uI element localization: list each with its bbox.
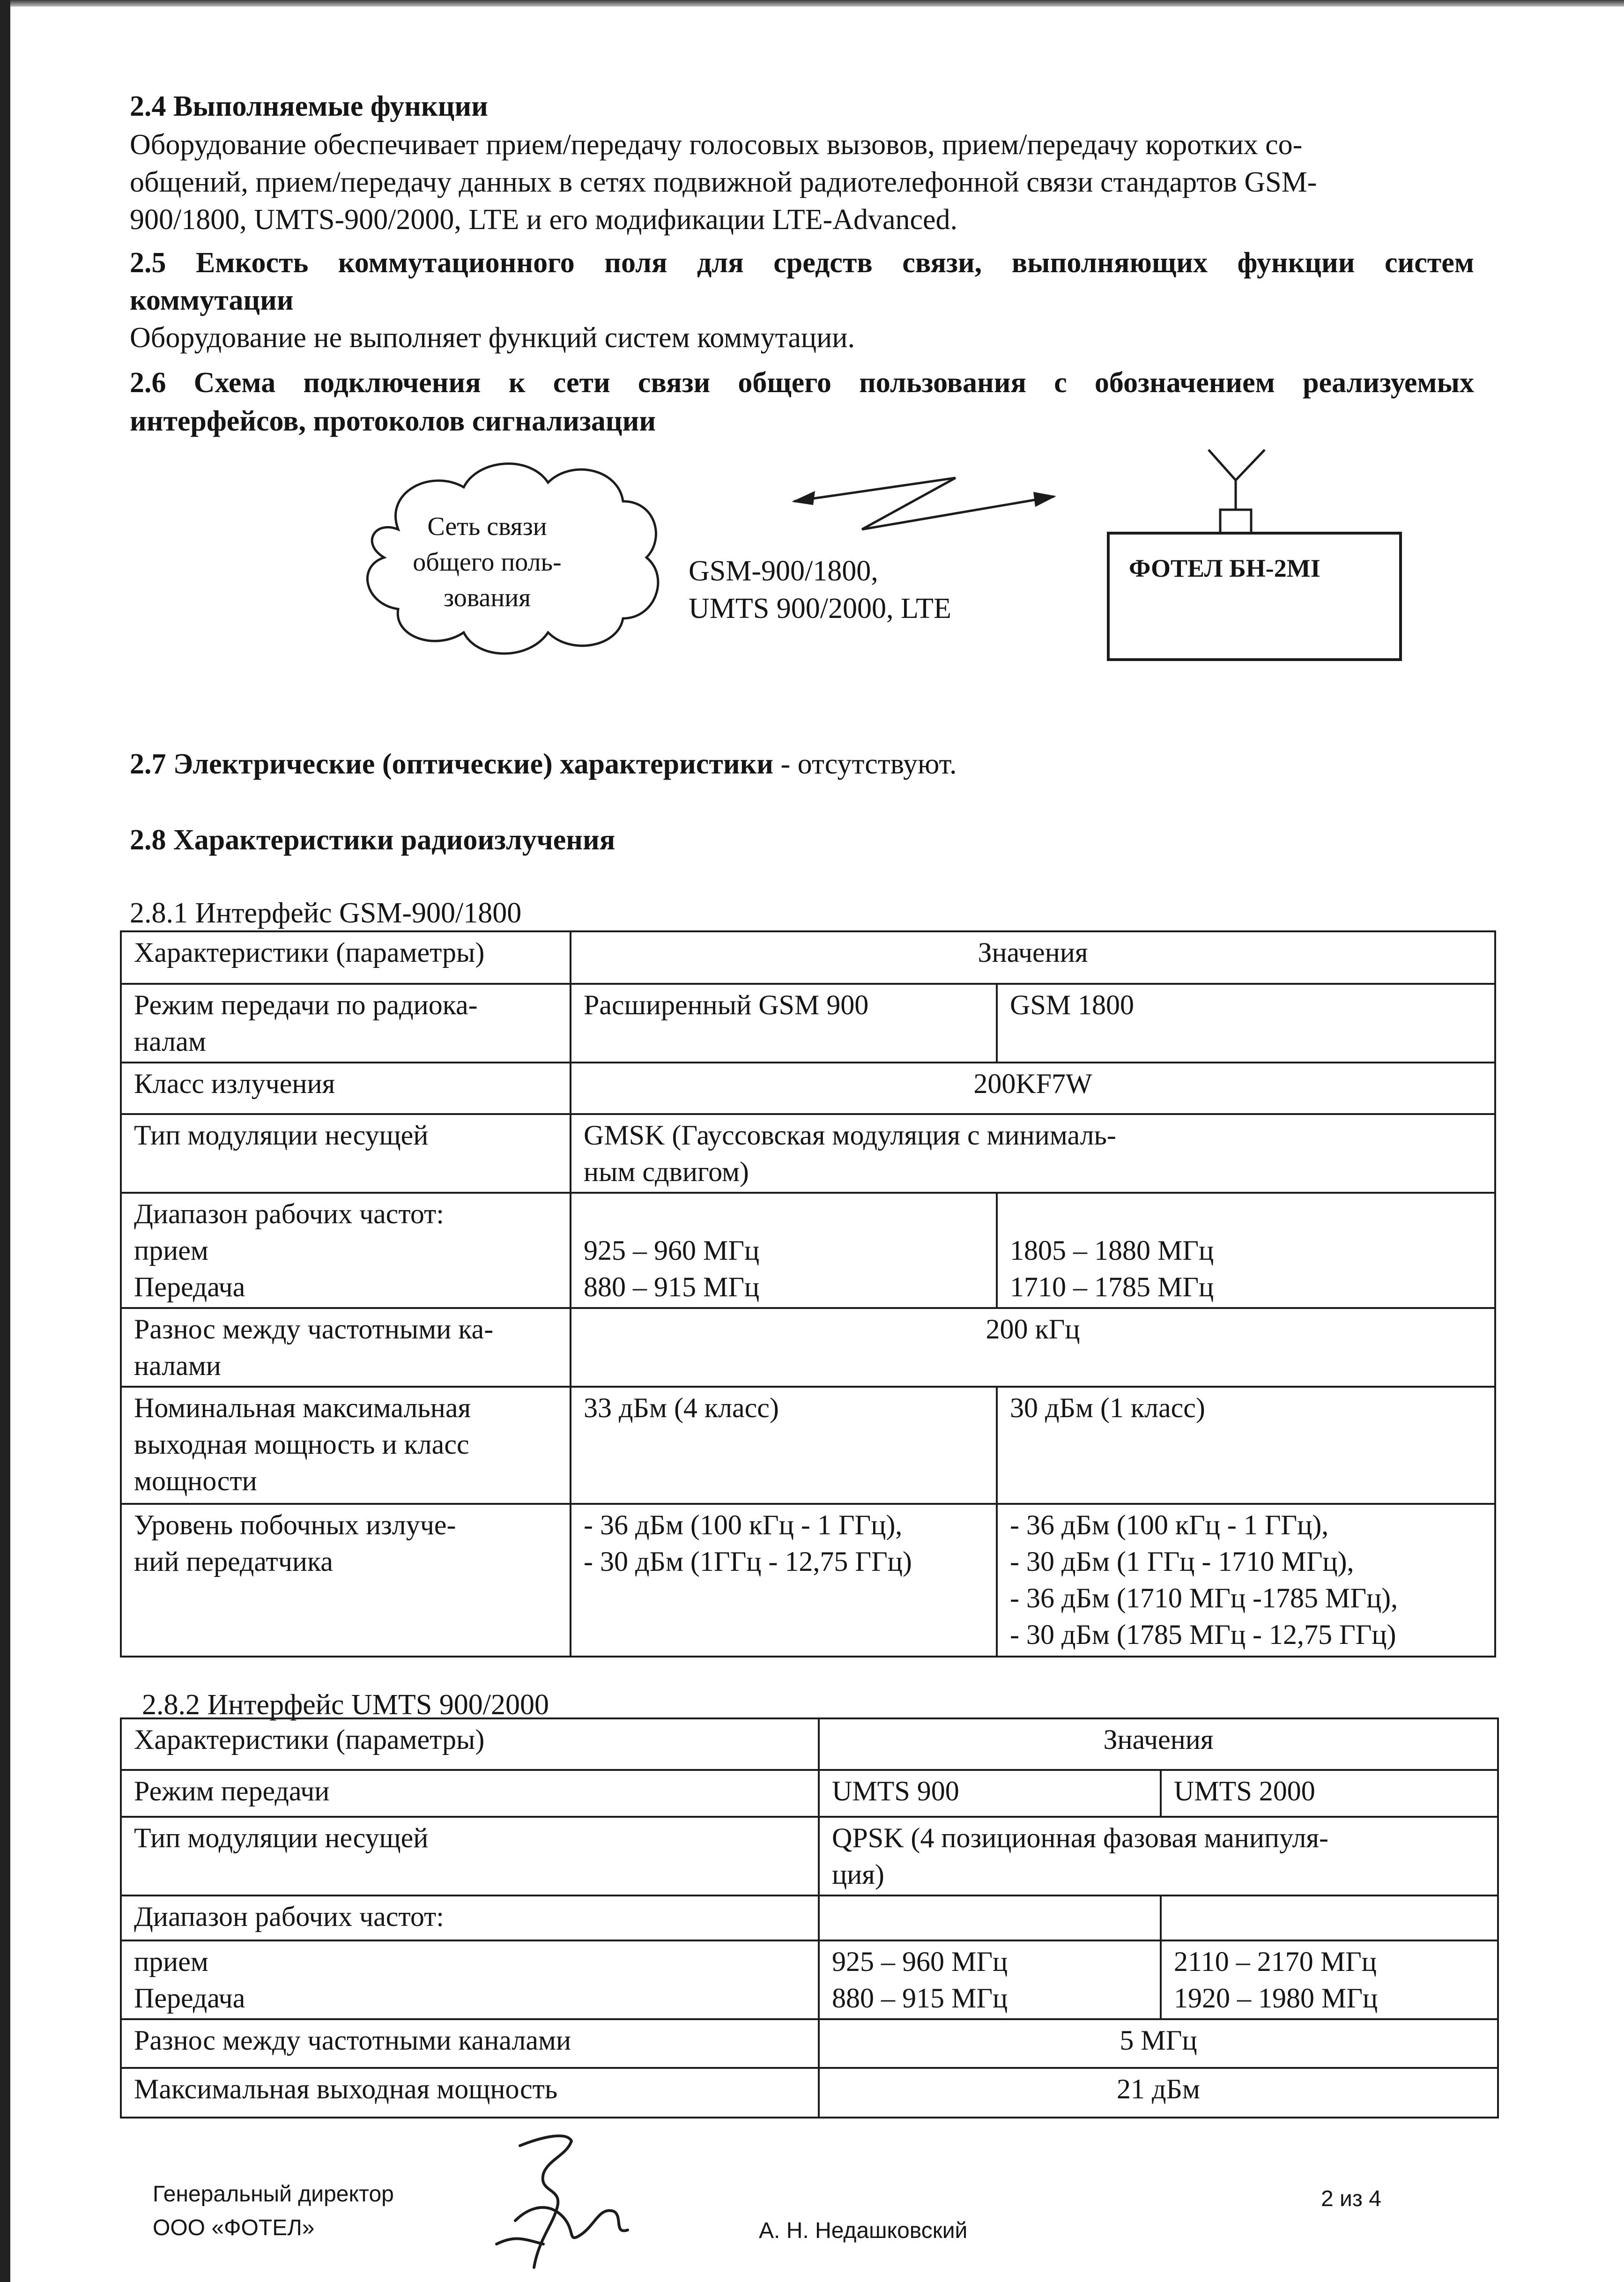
gsm-spur-label: Уровень побочных излуче- ний передатчика bbox=[121, 1504, 571, 1657]
cloud-label-line1: Сеть связи bbox=[427, 512, 547, 541]
table-row bbox=[121, 1193, 1495, 1308]
body-2-5: Оборудование не выполняет функций систем коммутации. bbox=[130, 322, 855, 354]
table-row bbox=[121, 1387, 1495, 1504]
table-row bbox=[121, 1940, 1498, 2019]
umts-range-empty-b bbox=[1161, 1895, 1498, 1940]
gsm-range-b: 1805 – 1880 МГц 1710 – 1785 МГц bbox=[997, 1193, 1495, 1308]
gsm-power-label: Номинальная максимальная выходная мощность и класс мощности bbox=[121, 1387, 571, 1504]
table-row bbox=[121, 931, 1495, 984]
gsm-mode-a: Расширенный GSM 900 bbox=[571, 984, 997, 1063]
link-label-line2: UMTS 900/2000, LTE bbox=[689, 593, 951, 624]
table-row bbox=[121, 1770, 1498, 1817]
umts-table bbox=[120, 1717, 1499, 2118]
table-row bbox=[121, 1718, 1498, 1770]
signer-name: А. Н. Недашковский bbox=[759, 2218, 968, 2243]
gsm-mod-value: GMSK (Гауссовская модуляция с минималь- ным сдвигом) bbox=[571, 1114, 1495, 1193]
scan-left-edge bbox=[0, 0, 10, 2282]
body-2-4-line3: 900/1800, UMTS-900/2000, LTE и его модификации LTE-Advanced. bbox=[130, 204, 958, 236]
table-row bbox=[121, 1308, 1495, 1387]
umts-spacing-label: Разнос между частотными каналами bbox=[121, 2019, 819, 2068]
cloud-label-line2: общего поль- bbox=[413, 548, 562, 577]
heading-2-4: 2.4 Выполняемые функции bbox=[130, 90, 488, 122]
body-2-4-line1: Оборудование обеспечивает прием/передачу голосовых вызовов, прием/передачу коротких со- bbox=[130, 129, 1303, 161]
umts-mod-label: Тип модуляции несущей bbox=[121, 1817, 819, 1895]
heading-2-6: 2.6 Схема подключения к сети связи общего пользования с обозначением реализуемых bbox=[130, 367, 1474, 399]
table-row bbox=[121, 1114, 1495, 1193]
gsm-class-label: Класс излучения bbox=[121, 1063, 571, 1114]
umts-header-params: Характеристики (параметры) bbox=[121, 1718, 819, 1770]
heading-2-6-cont: интерфейсов, протоколов сигнализации bbox=[130, 405, 656, 437]
gsm-table-caption: 2.8.1 Интерфейс GSM-900/1800 bbox=[130, 897, 522, 929]
gsm-spacing-value: 200 кГц bbox=[571, 1308, 1495, 1387]
antenna-icon bbox=[1209, 450, 1265, 533]
gsm-table bbox=[120, 930, 1496, 1658]
umts-mod-value: QPSK (4 позиционная фазовая манипуля- ция) bbox=[819, 1817, 1498, 1895]
gsm-spur-a: - 36 дБм (100 кГц - 1 ГГц), - 30 дБм (1ГГц - 12,75 ГГц) bbox=[571, 1504, 997, 1657]
umts-table-caption: 2.8.2 Интерфейс UMTS 900/2000 bbox=[142, 1689, 549, 1721]
umts-mode-label: Режим передачи bbox=[121, 1770, 819, 1817]
table-row bbox=[121, 984, 1495, 1063]
umts-power-value: 21 дБм bbox=[819, 2068, 1498, 2118]
heading-2-7: 2.7 Электрические (оптические) характеристики bbox=[130, 748, 774, 780]
umts-mode-b: UMTS 2000 bbox=[1161, 1770, 1498, 1817]
table-row bbox=[121, 2068, 1498, 2118]
umts-range-a: 925 – 960 МГц 880 – 915 МГц bbox=[819, 1940, 1161, 2019]
gsm-range-a: 925 – 960 МГц 880 – 915 МГц bbox=[571, 1193, 997, 1308]
umts-power-label: Максимальная выходная мощность bbox=[121, 2068, 819, 2118]
gsm-power-b: 30 дБм (1 класс) bbox=[997, 1387, 1495, 1504]
umts-range-empty-a bbox=[819, 1895, 1161, 1940]
gsm-mode-b: GSM 1800 bbox=[997, 984, 1495, 1063]
umts-header-values: Значения bbox=[819, 1718, 1498, 1770]
umts-spacing-value: 5 МГц bbox=[819, 2019, 1498, 2068]
gsm-range-label: Диапазон рабочих частот: прием Передача bbox=[121, 1193, 571, 1308]
gsm-spacing-label: Разнос между частотными ка- налами bbox=[121, 1308, 571, 1387]
signer-position-line2: ООО «ФОТЕЛ» bbox=[153, 2215, 315, 2240]
link-label-line1: GSM-900/1800, bbox=[689, 555, 878, 587]
cloud-label-line3: зования bbox=[443, 583, 531, 612]
gsm-mode-label: Режим передачи по радиока- налам bbox=[121, 984, 571, 1063]
gsm-class-value: 200KF7W bbox=[571, 1063, 1495, 1114]
section-2-7 bbox=[130, 745, 957, 783]
umts-mode-a: UMTS 900 bbox=[819, 1770, 1161, 1817]
scan-top-edge bbox=[0, 0, 1624, 7]
gsm-spur-b: - 36 дБм (100 кГц - 1 ГГц), - 30 дБм (1 ГГц - 1710 МГц), - 36 дБм (1710 МГц -1785 МГц), - 30 дБм (1785 МГц - 12,75 ГГц) bbox=[997, 1504, 1495, 1657]
table-row bbox=[121, 1817, 1498, 1895]
gsm-header-values: Значения bbox=[571, 931, 1495, 984]
umts-range-sub-label: прием Передача bbox=[121, 1940, 819, 2019]
umts-range-label: Диапазон рабочих частот: bbox=[121, 1895, 819, 1940]
heading-2-5: 2.5 Емкость коммутационного поля для средств связи, выполняющих функции систем bbox=[130, 247, 1474, 279]
gsm-mod-label: Тип модуляции несущей bbox=[121, 1114, 571, 1193]
table-row bbox=[121, 2019, 1498, 2068]
gsm-header-params: Характеристики (параметры) bbox=[121, 931, 571, 984]
gsm-power-a: 33 дБм (4 класс) bbox=[571, 1387, 997, 1504]
device-label: ФОТЕЛ БН-2МI bbox=[1129, 554, 1320, 582]
value-2-7: - отсутствуют. bbox=[773, 748, 957, 780]
page-number: 2 из 4 bbox=[1321, 2186, 1381, 2211]
handwritten-signature bbox=[487, 2127, 646, 2282]
wireless-link-zigzag bbox=[792, 478, 1056, 529]
table-row bbox=[121, 1063, 1495, 1114]
table-row bbox=[121, 1895, 1498, 1940]
umts-range-b: 2110 – 2170 МГц 1920 – 1980 МГц bbox=[1161, 1940, 1498, 2019]
body-2-4-line2: общений, прием/передачу данных в сетях подвижной радиотелефонной связи стандартов GSM- bbox=[130, 166, 1317, 198]
table-row bbox=[121, 1504, 1495, 1657]
heading-2-5-cont: коммутации bbox=[130, 284, 294, 316]
signer-position-line1: Генеральный директор bbox=[153, 2182, 394, 2207]
heading-2-8: 2.8 Характеристики радиоизлучения bbox=[130, 824, 615, 856]
